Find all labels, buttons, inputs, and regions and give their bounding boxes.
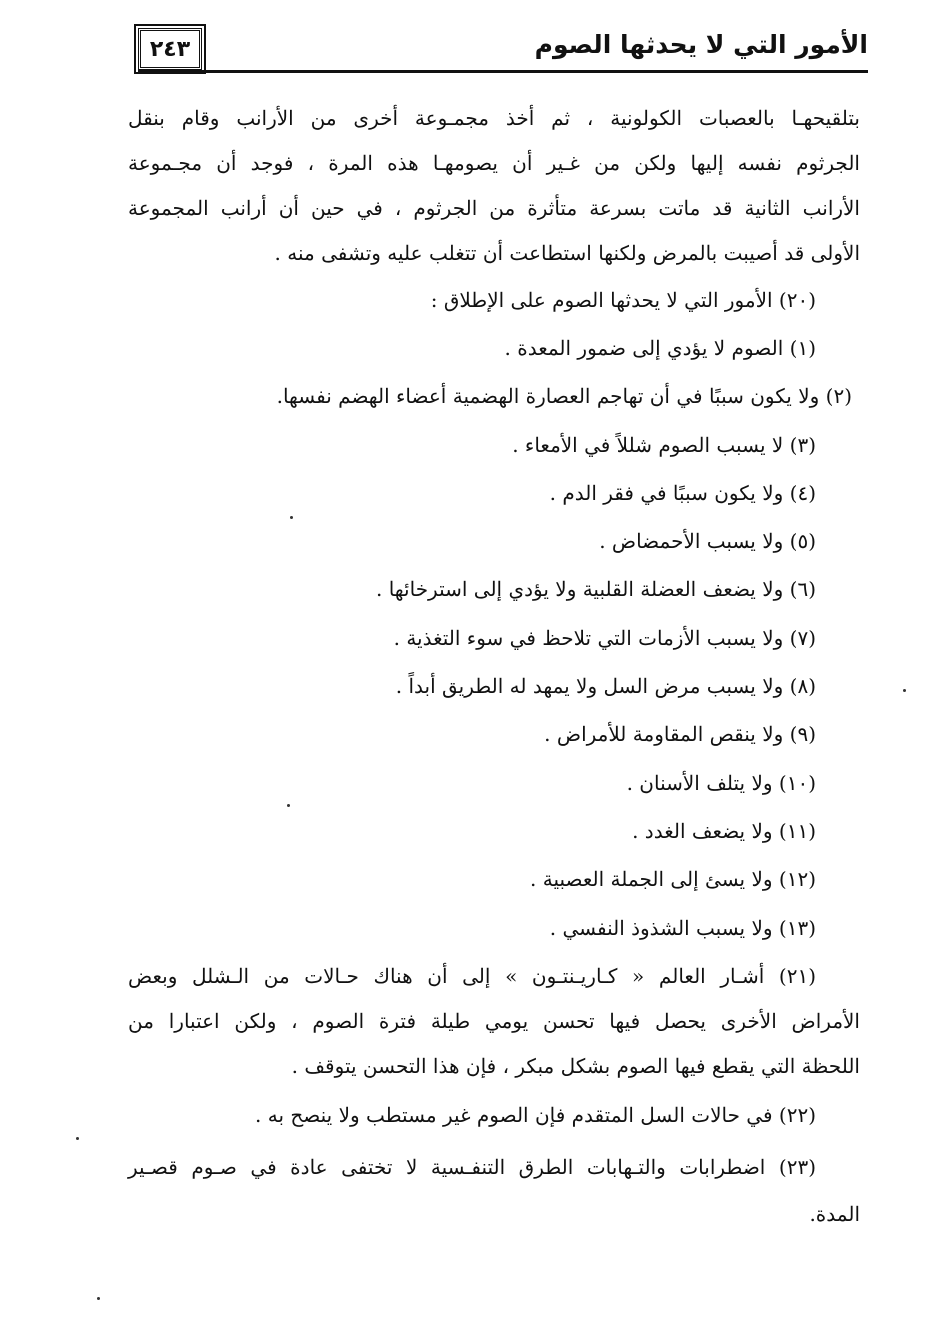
list-item: (٩) ولا ينقص المقاومة للأمراض . [544, 722, 816, 747]
list-item: (٢) ولا يكون سببًا في أن تهاجم العصارة الهضمية أعضاء الهضم نفسها. [276, 384, 852, 409]
list-item: (١٢) ولا يسئ إلى الجملة العصبية . [530, 867, 816, 892]
list-item: (٥) ولا يسبب الأحمضاض . [599, 529, 816, 554]
list-item: (٧) ولا يسبب الأزمات التي تلاحظ في سوء التغذية . [393, 625, 816, 650]
running-title: الأمور التي لا يحدثها الصوم [534, 30, 868, 59]
section-20-list [128, 324, 860, 952]
list-item: (١١) ولا يضعف الغدد . [632, 818, 816, 843]
page-header [130, 24, 868, 76]
list-item: (٦) ولا يضعف العضلة القلبية ولا يؤدي إلى استرخائها . [376, 577, 816, 602]
list-item: (١٠) ولا يتلف الأسنان . [626, 770, 816, 795]
list-item: (٣) لا يسبب الصوم شللاً في الأمعاء . [512, 432, 816, 457]
paragraph-line: (٢٢) في حالات السل المتقدم فإن الصوم غير مستطب ولا ينصح به . [255, 1102, 816, 1127]
paragraph-line: اللحظة التي يقطع فيها الصوم بشكل مبكر ، فإن هذا التحسن يتوقف . [291, 1053, 860, 1078]
paragraph-line: الأولى قد أصيبت بالمرض ولكنها استطاعت أن تتغلب عليه وتشفى منه . [274, 241, 860, 265]
intro-paragraph [128, 96, 860, 276]
scan-speck [97, 1297, 100, 1300]
paragraph-line: بتلقيحهـا بالعصبات الكولونية ، ثم أخذ مجمـوعة أخرى من الأرانب وقام بنقل [128, 106, 860, 130]
scan-speck [290, 516, 293, 519]
paragraph-line: الأمراض الأخرى يحصل فيها تحسن يومي طيلة فترة الصوم ، ولكن اعتبارا من [128, 1008, 860, 1033]
section-22-paragraph [128, 1093, 860, 1138]
page-content [128, 96, 860, 1237]
section-23-paragraph [128, 1142, 860, 1237]
paragraph-line: (٢١) أشـار العالم « كـاريـنتـون » إلى أن هناك حـالات من الـشلل وبعض [128, 963, 816, 988]
section-21-paragraph [128, 954, 860, 1089]
paragraph-line: (٢٣) اضطرابات والتـهابات الطرق التنفـسية لا تختفى عادة في صـوم قصـير [128, 1154, 816, 1179]
list-item: (١) الصوم لا يؤدي إلى ضمور المعدة . [504, 336, 816, 360]
section-20-heading: (٢٠) الأمور التي لا يحدثها الصوم على الإطلاق : [430, 288, 816, 312]
header-rule [138, 70, 868, 73]
list-item: (٤) ولا يكون سببًا في فقر الدم . [549, 480, 816, 505]
scan-speck [903, 689, 906, 692]
scan-speck [287, 804, 290, 807]
list-item: (١٣) ولا يسبب الشذوذ النفسي . [549, 915, 816, 940]
paragraph-line: الأرانب الثانية قد ماتت بسرعة متأثرة من الجرثوم ، في حين أن أرانب المجموعة [128, 196, 860, 220]
paragraph-line: الجرثوم نفسه إليها ولكن من غـير أن يصومهـا هذه المرة ، فوجد أن مجـموعة [128, 151, 860, 175]
list-item: (٨) ولا يسبب مرض السل ولا يمهد له الطريق أبداً . [395, 674, 816, 699]
paragraph-line: المدة. [809, 1201, 860, 1226]
scan-speck [76, 1137, 79, 1140]
page-number: ٢٤٣ [138, 28, 202, 70]
